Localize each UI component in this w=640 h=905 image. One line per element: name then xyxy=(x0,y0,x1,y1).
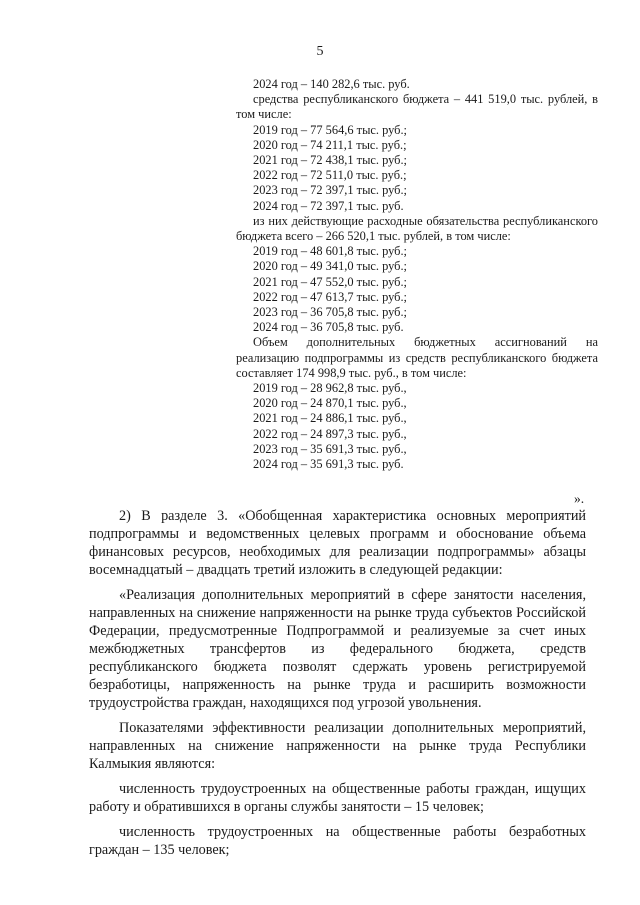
additional-year-line: 2020 год – 24 870,1 тыс. руб., xyxy=(253,396,407,411)
quoted-paragraph: «Реализация дополнительных мероприятий в сфере занятости населения, направленных на снижение напряженности на рынке труда субъектов Российской Федерации, предусмотренные Подпрограммой и реализуемые за счет иных межбюджетных трансфертов из федерального бюджета, средств республиканского бюджета позволят сдержать уровень регистрируемой безработицы, напряженность на рынке труда и расширить возможности трудоустройства граждан, находящихся под угрозой увольнения. xyxy=(89,587,586,711)
existing-year-line: 2024 год – 36 705,8 тыс. руб. xyxy=(253,320,404,335)
republican-year-line: 2020 год – 74 211,1 тыс. руб.; xyxy=(253,137,407,152)
additional-year-line: 2024 год – 35 691,3 тыс. руб. xyxy=(253,457,404,472)
republican-year-line: 2022 год – 72 511,0 тыс. руб.; xyxy=(253,168,407,183)
additional-year-line: 2021 год – 24 886,1 тыс. руб., xyxy=(253,411,407,426)
republican-year-line: 2019 год – 77 564,6 тыс. руб.; xyxy=(253,122,407,137)
funding-line-2024-total: 2024 год – 140 282,6 тыс. руб. xyxy=(253,77,410,91)
additional-year-line: 2022 год – 24 897,3 тыс. руб., xyxy=(253,426,407,441)
existing-year-line: 2021 год – 47 552,0 тыс. руб.; xyxy=(253,274,407,289)
existing-year-line: 2022 год – 47 613,7 тыс. руб.; xyxy=(253,289,407,304)
main-text xyxy=(89,507,586,859)
indicator-item: численность трудоустроенных на общественные работы граждан, ищущих работу и обратившихся в органы службы занятости – 15 человек; xyxy=(89,781,586,815)
existing-year-line: 2020 год – 49 341,0 тыс. руб.; xyxy=(253,259,407,274)
additional-year-line: 2023 год – 35 691,3 тыс. руб., xyxy=(253,441,407,456)
additional-year-line: 2019 год – 28 962,8 тыс. руб., xyxy=(253,381,407,396)
funding-block xyxy=(236,77,598,472)
republican-budget-intro: средства республиканского бюджета – 441 519,0 тыс. рублей, в том числе: xyxy=(236,92,598,122)
page-number: 5 xyxy=(316,44,324,59)
additional-allocations-intro: Объем дополнительных бюджетных ассигнований на реализацию подпрограммы из средств республиканского бюджета составляет 174 998,9 тыс. руб., в том числе: xyxy=(236,335,598,380)
existing-year-line: 2019 год – 48 601,8 тыс. руб.; xyxy=(253,244,407,259)
republican-year-line: 2023 год – 72 397,1 тыс. руб.; xyxy=(253,183,407,198)
republican-year-line: 2021 год – 72 438,1 тыс. руб.; xyxy=(253,153,407,168)
section-amendment-paragraph: 2) В разделе 3. «Обобщенная характеристика основных мероприятий подпрограммы и ведомственных целевых программ и обоснование объема финансовых ресурсов, необходимых для реализации подпрограммы» абзацы восемнадцатый – двадцать третий изложить в следующей редакции: xyxy=(89,508,586,578)
indicators-paragraph: Показателями эффективности реализации дополнительных мероприятий, направленных на снижение напряженности на рынке труда Республики Калмыкия являются: xyxy=(89,720,586,772)
existing-obligations-intro: из них действующие расходные обязательства республиканского бюджета всего – 266 520,1 тыс. рублей, в том числе: xyxy=(236,213,598,244)
republican-year-line: 2024 год – 72 397,1 тыс. руб. xyxy=(253,198,404,213)
closing-quote-mark: ». xyxy=(574,491,585,506)
indicator-item: численность трудоустроенных на общественные работы безработных граждан – 135 человек; xyxy=(89,824,586,858)
existing-year-line: 2023 год – 36 705,8 тыс. руб.; xyxy=(253,305,407,320)
